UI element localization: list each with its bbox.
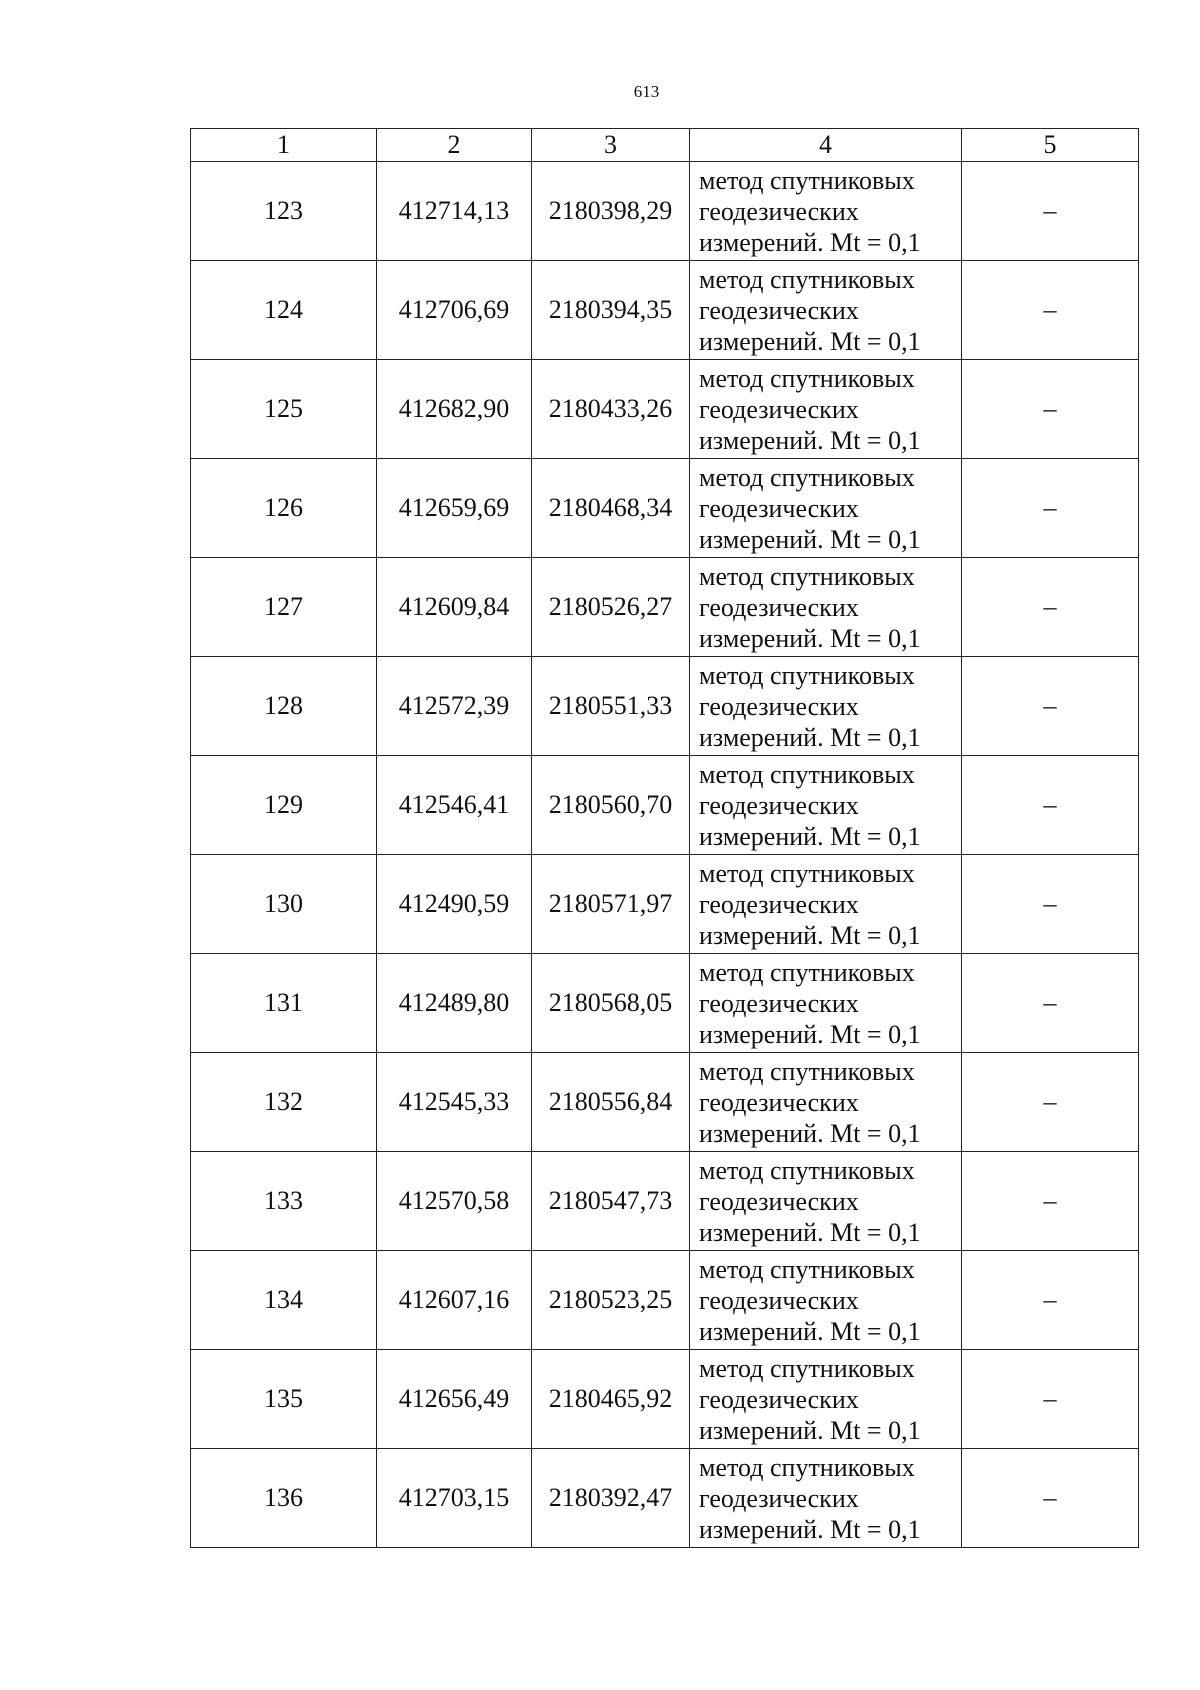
- method-line: геодезических: [699, 889, 859, 919]
- method-cell: [690, 360, 962, 459]
- method-line: геодезических: [699, 196, 859, 226]
- method-line: измерений. Mt = 0,1: [699, 524, 921, 554]
- point-number-cell: 132: [191, 1053, 377, 1152]
- method-cell: [690, 558, 962, 657]
- note-cell: –: [962, 657, 1139, 756]
- method-line: геодезических: [699, 1285, 859, 1315]
- method-line: измерений. Mt = 0,1: [699, 1514, 921, 1544]
- method-line: метод спутниковых: [699, 1353, 915, 1383]
- y-coordinate-cell: 2180433,26: [532, 360, 690, 459]
- method-line: метод спутниковых: [699, 1452, 915, 1482]
- x-coordinate-cell: 412546,41: [377, 756, 532, 855]
- method-line: метод спутниковых: [699, 957, 915, 987]
- x-coordinate-cell: 412570,58: [377, 1152, 532, 1251]
- method-cell: [690, 855, 962, 954]
- method-cell: [690, 1449, 962, 1548]
- note-cell: –: [962, 558, 1139, 657]
- x-coordinate-cell: 412656,49: [377, 1350, 532, 1449]
- note-cell: –: [962, 756, 1139, 855]
- method-line: метод спутниковых: [699, 264, 915, 294]
- y-coordinate-cell: 2180560,70: [532, 756, 690, 855]
- point-number-cell: 128: [191, 657, 377, 756]
- table-row: [191, 558, 1139, 657]
- note-cell: –: [962, 1350, 1139, 1449]
- note-cell: –: [962, 360, 1139, 459]
- method-cell: [690, 1350, 962, 1449]
- method-cell: [690, 261, 962, 360]
- x-coordinate-cell: 412490,59: [377, 855, 532, 954]
- method-cell: [690, 756, 962, 855]
- point-number-cell: 125: [191, 360, 377, 459]
- table-row: [191, 1053, 1139, 1152]
- method-line: метод спутниковых: [699, 759, 915, 789]
- method-line: геодезических: [699, 592, 859, 622]
- method-line: метод спутниковых: [699, 1056, 915, 1086]
- header-cell-3: 3: [532, 129, 690, 162]
- y-coordinate-cell: 2180526,27: [532, 558, 690, 657]
- header-cell-2: 2: [377, 129, 532, 162]
- method-line: измерений. Mt = 0,1: [699, 920, 921, 950]
- method-line: измерений. Mt = 0,1: [699, 1415, 921, 1445]
- method-line: измерений. Mt = 0,1: [699, 1118, 921, 1148]
- method-line: метод спутниковых: [699, 858, 915, 888]
- note-cell: –: [962, 1449, 1139, 1548]
- method-line: геодезических: [699, 295, 859, 325]
- method-cell: [690, 1251, 962, 1350]
- y-coordinate-cell: 2180398,29: [532, 162, 690, 261]
- method-line: метод спутниковых: [699, 363, 915, 393]
- y-coordinate-cell: 2180394,35: [532, 261, 690, 360]
- method-cell: [690, 954, 962, 1053]
- method-line: измерений. Mt = 0,1: [699, 1217, 921, 1247]
- method-cell: [690, 1152, 962, 1251]
- point-number-cell: 127: [191, 558, 377, 657]
- table-row: [191, 657, 1139, 756]
- note-cell: –: [962, 459, 1139, 558]
- y-coordinate-cell: 2180556,84: [532, 1053, 690, 1152]
- method-line: измерений. Mt = 0,1: [699, 821, 921, 851]
- y-coordinate-cell: 2180551,33: [532, 657, 690, 756]
- y-coordinate-cell: 2180547,73: [532, 1152, 690, 1251]
- note-cell: –: [962, 162, 1139, 261]
- method-line: геодезических: [699, 1087, 859, 1117]
- y-coordinate-cell: 2180571,97: [532, 855, 690, 954]
- table-row: [191, 1449, 1139, 1548]
- method-line: измерений. Mt = 0,1: [699, 722, 921, 752]
- method-cell: [690, 657, 962, 756]
- method-line: измерений. Mt = 0,1: [699, 227, 921, 257]
- y-coordinate-cell: 2180468,34: [532, 459, 690, 558]
- table-row: [191, 261, 1139, 360]
- header-cell-1: 1: [191, 129, 377, 162]
- point-number-cell: 124: [191, 261, 377, 360]
- method-line: метод спутниковых: [699, 1254, 915, 1284]
- method-line: измерений. Mt = 0,1: [699, 623, 921, 653]
- table-header-row: [191, 129, 1139, 162]
- method-line: геодезических: [699, 394, 859, 424]
- method-line: геодезических: [699, 1384, 859, 1414]
- method-line: метод спутниковых: [699, 1155, 915, 1185]
- page-number: 613: [633, 82, 660, 101]
- y-coordinate-cell: 2180568,05: [532, 954, 690, 1053]
- header-cell-4: 4: [690, 129, 962, 162]
- method-line: измерений. Mt = 0,1: [699, 326, 921, 356]
- coordinates-table: [190, 128, 1139, 1548]
- note-cell: –: [962, 261, 1139, 360]
- method-cell: [690, 162, 962, 261]
- x-coordinate-cell: 412607,16: [377, 1251, 532, 1350]
- note-cell: –: [962, 1053, 1139, 1152]
- header-cell-5: 5: [962, 129, 1139, 162]
- table-row: [191, 756, 1139, 855]
- point-number-cell: 123: [191, 162, 377, 261]
- note-cell: –: [962, 1152, 1139, 1251]
- method-line: метод спутниковых: [699, 660, 915, 690]
- method-line: геодезических: [699, 1186, 859, 1216]
- table-row: [191, 1251, 1139, 1350]
- table-row: [191, 855, 1139, 954]
- table-row: [191, 459, 1139, 558]
- point-number-cell: 134: [191, 1251, 377, 1350]
- table-row: [191, 954, 1139, 1053]
- x-coordinate-cell: 412682,90: [377, 360, 532, 459]
- point-number-cell: 133: [191, 1152, 377, 1251]
- point-number-cell: 130: [191, 855, 377, 954]
- note-cell: –: [962, 954, 1139, 1053]
- x-coordinate-cell: 412706,69: [377, 261, 532, 360]
- method-line: геодезических: [699, 790, 859, 820]
- point-number-cell: 131: [191, 954, 377, 1053]
- point-number-cell: 129: [191, 756, 377, 855]
- note-cell: –: [962, 855, 1139, 954]
- method-cell: [690, 1053, 962, 1152]
- method-line: измерений. Mt = 0,1: [699, 1316, 921, 1346]
- coordinates-table-body: [191, 129, 1139, 1548]
- method-cell: [690, 459, 962, 558]
- x-coordinate-cell: 412572,39: [377, 657, 532, 756]
- y-coordinate-cell: 2180523,25: [532, 1251, 690, 1350]
- table-row: [191, 1152, 1139, 1251]
- point-number-cell: 136: [191, 1449, 377, 1548]
- table-row: [191, 360, 1139, 459]
- x-coordinate-cell: 412609,84: [377, 558, 532, 657]
- point-number-cell: 126: [191, 459, 377, 558]
- point-number-cell: 135: [191, 1350, 377, 1449]
- method-line: метод спутниковых: [699, 462, 915, 492]
- table-row: [191, 162, 1139, 261]
- method-line: метод спутниковых: [699, 165, 915, 195]
- y-coordinate-cell: 2180392,47: [532, 1449, 690, 1548]
- x-coordinate-cell: 412545,33: [377, 1053, 532, 1152]
- method-line: измерений. Mt = 0,1: [699, 1019, 921, 1049]
- x-coordinate-cell: 412489,80: [377, 954, 532, 1053]
- y-coordinate-cell: 2180465,92: [532, 1350, 690, 1449]
- x-coordinate-cell: 412703,15: [377, 1449, 532, 1548]
- method-line: геодезических: [699, 1483, 859, 1513]
- method-line: измерений. Mt = 0,1: [699, 425, 921, 455]
- method-line: геодезических: [699, 493, 859, 523]
- note-cell: –: [962, 1251, 1139, 1350]
- table-row: [191, 1350, 1139, 1449]
- x-coordinate-cell: 412659,69: [377, 459, 532, 558]
- method-line: геодезических: [699, 691, 859, 721]
- method-line: метод спутниковых: [699, 561, 915, 591]
- method-line: геодезических: [699, 988, 859, 1018]
- x-coordinate-cell: 412714,13: [377, 162, 532, 261]
